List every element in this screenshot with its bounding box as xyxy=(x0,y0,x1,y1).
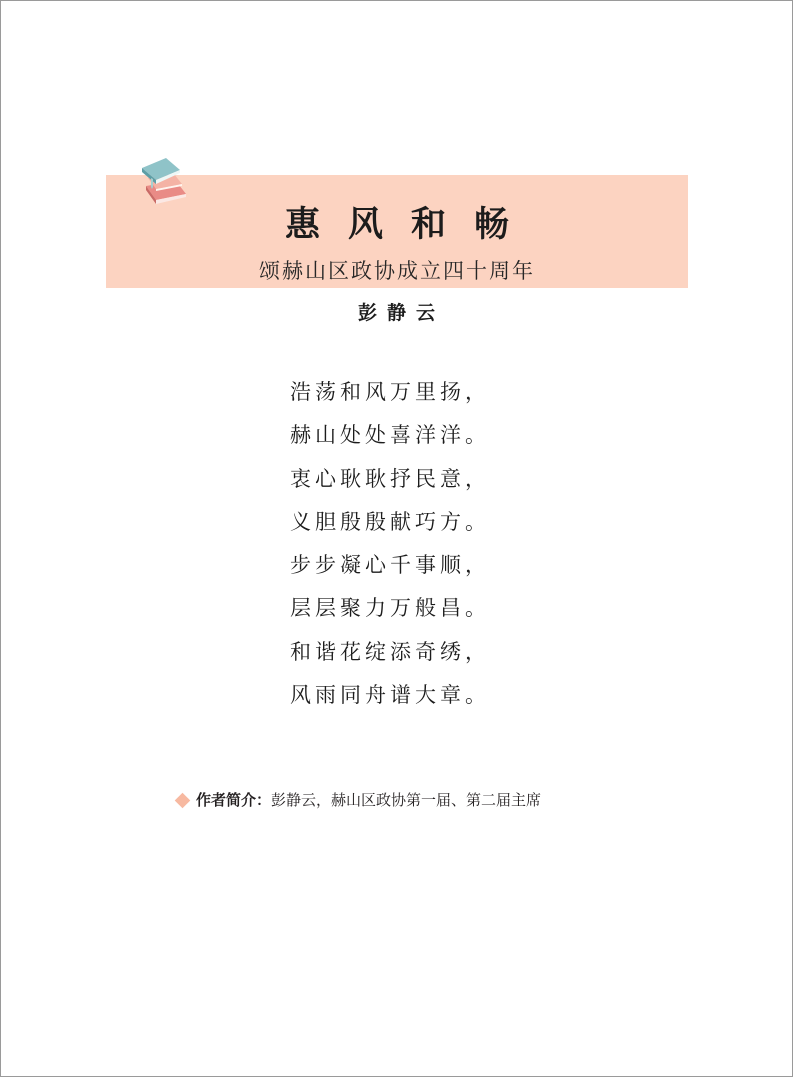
title-band xyxy=(106,175,688,288)
bio-label: 作者简介： xyxy=(196,791,272,809)
books-icon xyxy=(136,150,192,206)
poem-line: 风雨同舟谱大章。 xyxy=(290,683,490,708)
bio-text: 彭静云，赫山区政协第一届、第二届主席 xyxy=(271,791,542,809)
poem-line: 和谐花绽添奇绣， xyxy=(290,639,490,664)
diamond-icon xyxy=(175,793,191,809)
poem-body xyxy=(290,376,550,722)
poem-line: 浩荡和风万里扬， xyxy=(290,380,490,404)
poem-line: 赫山处处喜洋洋。 xyxy=(290,423,490,448)
poem-subtitle: 颂赫山区政协成立四十周年 xyxy=(259,259,535,283)
poem-line: 义胆殷殷献巧方。 xyxy=(290,509,490,534)
poem-line: 步步凝心千事顺， xyxy=(290,553,490,578)
poem-line: 层层聚力万般昌。 xyxy=(290,596,490,621)
author-bio xyxy=(175,788,541,812)
poem-line: 衷心耿耿抒民意， xyxy=(290,466,490,491)
poem-title: 惠风和畅 xyxy=(284,205,537,245)
author-name: 彭静云 xyxy=(357,302,445,324)
